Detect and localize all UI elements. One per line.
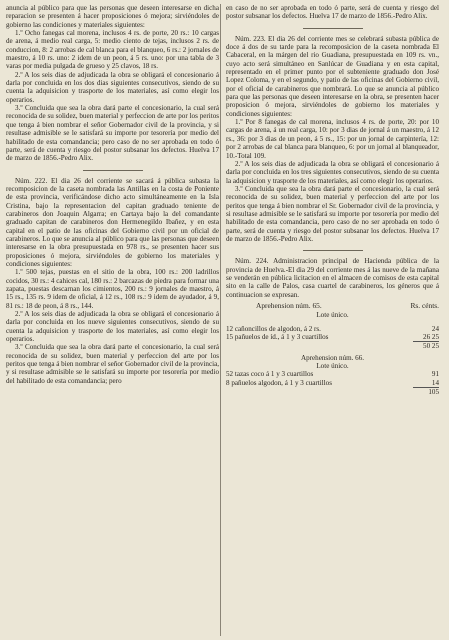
divider <box>303 28 363 29</box>
paragraph: 2.º A los seis dias de adjudicada la obra se obligará el concesionario á darla por concluida en los tres siguientes consecutivos, siendo de su cuenta la adquisicion y trasporte de los materiales, así como elegir los operarios. <box>226 159 439 185</box>
notice-222 <box>6 177 219 386</box>
list-item <box>226 333 439 341</box>
lot-header <box>226 302 439 310</box>
paragraph: 3.º Concluida que sea la obra dará parte el concesionario, la cual será reconocida de su solidez, buen material y perfeccion de arte por los peritos que tenga á bien nombrar el señor Gobernador civil de la provincia, y si resultase admisible se le satisfará su importe por tesorería por medio del habilitado de esta comandancia; pero caso de no ser aprobada en todo ó parte, será de cuenta y riesgo del postor subsanar los defectos. Huelva 17 de marzo de 1856.-Pedro Alix. <box>6 104 219 163</box>
lot-subtitle: Lote único. <box>316 311 349 320</box>
paragraph: Núm. 224. Administracion principal de Hacienda pública de la provincia de Huelva.-El dia 29 del corriente mes á las nueve de la mañana se venderán en pública licitacion en el almacen de comisos de esta capital sito en la calle de Palos, casa cuartel de carabineros, los géneros que á continuacion se expresan. <box>226 257 439 299</box>
notice-223 <box>226 35 439 244</box>
lot-total: 105 <box>413 387 439 396</box>
paragraph: 1.º 500 tejas, puestas en el sitio de la obra, 100 rs.: 200 ladrillos cocidos, 30 rs.: 4 cahices cal, 180 rs.: 2 barcazas de piedra para formar una zapata, puestas descarnan los cimientos, 200 rs.: 9 jornales de maestro, á 15 rs., 135 rs. 9 idem de oficial, á 12 rs., 108 rs.: 9 idem de ayudador, á 9, 81 rs.: 18 de peon, á 8 rs., 144. <box>6 268 219 310</box>
item-text: 12 cañoncillos de algodon, á 2 rs. <box>226 324 321 333</box>
item-value: 24 <box>431 324 439 333</box>
column-rule <box>220 4 221 636</box>
item-value: 26 25 <box>423 333 439 342</box>
paragraph: 2.º A los seis dias de adjudicada la obra se obligará el concesionario á darla por concluida en los nueve siguientes consecutivos, siendo de su cuenta la adquisicion y trasporte de los materiales, así como elegir los operarios. <box>6 310 219 344</box>
paragraph: Núm. 223. El dia 26 del corriente mes se celebrará subasta pública de doce á dos de su tarde para la recomposicion de la caseta nombrada El Cabaceral, en la márgen del rio Guadiana, presupuestada en 109 rs. vn., cuyo acto será simultáneo en Sanlúcar de Guadiana y en esta capital, representado en el primer punto por el subteniente graduado don José Lopez Coloma, y en el segundo, y patio de las oficinas del Gobierno civil, por el oficial de carabineros que nombrará. Lo que se anuncia al público para que las personas que deseen interesarse en la obra, se presenten hacer proposicion ó mejora, sirviéndoles de gobierno los materiales y condiciones siguientes: <box>226 34 439 118</box>
item-text: 52 tazas coco á 1 y 3 cuartillos <box>226 370 314 379</box>
lot-items <box>226 370 439 396</box>
lot-subtitle: Lote único. <box>316 362 349 371</box>
notice-continued <box>6 4 219 163</box>
lot-total: 50 25 <box>413 341 439 350</box>
aprehension-title: Aprehension núm. 65. <box>256 301 322 310</box>
paragraph: anuncia al público para que las personas que deseen interesarse en dicha reparacion se presenten á hacer proposiciones ó mejora; sirviéndoles de gobierno las condiciones y materiales siguientes: <box>6 4 219 29</box>
item-text: 15 pañuelos de íd., á 1 y 3 cuartillos <box>226 333 329 342</box>
divider <box>303 250 363 251</box>
notice-224 <box>226 257 439 396</box>
paragraph: Núm. 222. El dia 26 del corriente se sacará á pública subasta la recomposicion de la caseta nombrada las Antillas en la costa de Poniente de esta provincia, verificándose dicho acto simultáneamente en la Isla Cristina, bajo la representacion del capitan graduado teniente de carabineros don Joaquin Algarra; en Cartaya bajo la del comandante graduado capitan de carabineros don Hermenegildo Ibañez, y en esta capital en el patio de las oficinas del Gobierno civil por un oficial de carabineros. Lo que se anuncia al público para que las personas que deseen interesarse en la obra presupuestada en 978 rs., se presenten hacer sus proposiciones ó mejora, sirviéndoles de gobierno los materiales y condiciones siguientes: <box>6 176 219 268</box>
item-text: 8 pañuelos algodon, á 1 y 3 cuartillos <box>226 378 332 387</box>
right-column <box>226 4 439 399</box>
currency-header: Rs. cénts. <box>410 301 439 310</box>
paragraph: 2.º A los seis dias de adjudicada la obra se obligará el concesionario á darla por concluida en los dos dias siguientes consecutivos, siendo de su cuenta la adquisicion y trasporte de los materiales, así como elegir los operarios. <box>6 70 219 104</box>
paragraph: 3.º Concluida que sea la obra dará parte el concesionario, la cual será reconocida de su solidez, buen material y perfeccion del arte por los peritos que tenga á bien nombrar el Sr. Gobernador civil de la provincia, y si resultase admisible se le satisfará su importe por tesorería por medio del habilitado de esta comandancia, pero caso de no ser aprobada en todo ó parte, será de cuenta y riesgo del postor subsanar los defectos. Huelva 17 de marzo de 1856.-Pedro Alix. <box>226 184 439 243</box>
list-item <box>226 370 439 378</box>
paragraph: 1.º Ocho fanegas cal morena, inclusos 4 rs. de porte, 20 rs.: 10 cargas de arena, á medio real carga, 5: medio ciento de tejas, inclusos 2 rs. de conduccion, 8: 2 arrobas de cal blanca para el blanqueo, 6 rs.: 2 jornales de maestro, á 10 rs. uno: 2 idem de un peon, á 5 rs. uno: por una tabla de 3 varas por media pulgada de grueso y 25 clavos, 18 rs. <box>6 29 219 71</box>
left-column <box>6 4 219 388</box>
paragraph: 1.º Por 8 fanegas de cal morena, inclusos 4 rs. de porte, 20: por 10 cargas de arena, á un real carga, 10: por 3 dias de jornal á un maestro, á 12 rs., 36: por 3 dias de un peon, á 5 rs., 15: por un jornal de carpintería, 12: por 2 arrobas de cal blanca para blanqueo, 6: por un jornal al blanqueador, 10.-Total 109. <box>226 118 439 160</box>
paragraph: en caso de no ser aprobada en todo ó parte, será de cuenta y riesgo del postor subsanar los defectos. Huelva 17 de marzo de 1856.-Pedro Alix. <box>226 4 439 21</box>
list-item <box>226 379 439 387</box>
divider <box>83 170 143 171</box>
lot-items <box>226 325 439 351</box>
list-item <box>226 325 439 333</box>
paragraph: 3.º Concluida que sea la obra dará parte el concesionario, la cual será reconocida de su solidez, buen material y perfeccion del arte por los peritos que tenga á bien nombrar el señor Gobernador civil de la provincia, y si resultase admisible se le satisfará su importe por tesorería por medio del habilitado de esta comandancia; pero <box>6 343 219 385</box>
aprehension-title: Aprehension núm. 66. <box>300 353 365 362</box>
item-value: 91 <box>431 370 439 379</box>
item-value: 14 <box>431 378 439 387</box>
